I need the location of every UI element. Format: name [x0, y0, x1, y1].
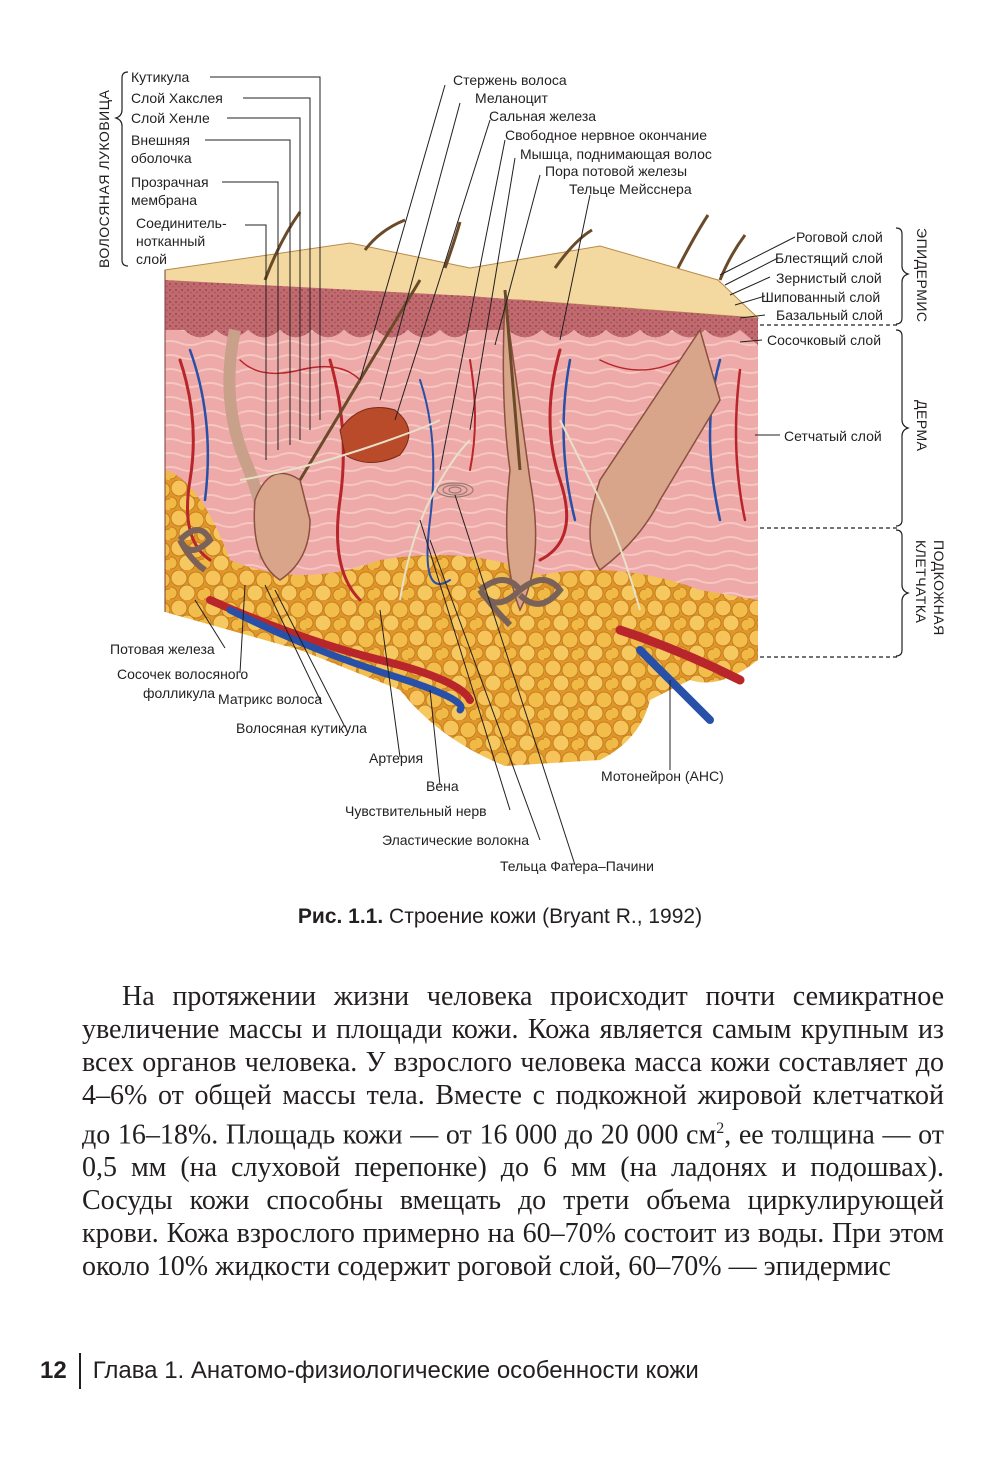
label-connective-1: Соединитель-	[136, 215, 227, 231]
superscript-2: 2	[716, 1120, 725, 1137]
body-text-part-2: , ее толщина — от 0,5 мм (на слуховой перепонке) до 6 мм (на ладонях и подошвах). Сосуды кожи способны вмещать до трети объема циркулирующей крови. Кожа взрослого примерно на 60–70% состоит из воды. При этом около 10% жидкости содержит роговой слой, 60–70% — эпидермис	[82, 1119, 945, 1283]
label-stratum-lucidum: Блестящий слой	[775, 250, 883, 266]
label-sensory-nerve: Чувствительный нерв	[345, 803, 487, 819]
label-outer-sheath-2: оболочка	[131, 150, 192, 166]
figure-caption	[0, 905, 1000, 929]
label-pacinian-corpuscles: Тельца Фатера–Пачини	[500, 858, 654, 874]
hair-bulb-label: ВОЛОСЯНАЯ ЛУКОВИЦА	[96, 89, 112, 268]
dermis-label: ДЕРМА	[914, 400, 930, 452]
label-hair-matrix: Матрикс волоса	[218, 691, 323, 707]
label-glassy-membrane-1: Прозрачная	[131, 174, 209, 190]
label-hair-cuticle: Волосяная кутикула	[236, 720, 367, 736]
label-vein: Вена	[426, 778, 459, 794]
body-paragraph	[82, 980, 944, 1283]
label-stratum-granulosum: Зернистый слой	[776, 270, 882, 286]
label-sweat-pore: Пора потовой железы	[545, 163, 688, 179]
label-motor-neuron: Мотонейрон (АНС)	[601, 768, 724, 784]
label-papillary-layer: Сосочковый слой	[767, 332, 882, 348]
body-text	[82, 980, 944, 1283]
label-dermal-papilla-2: фолликула	[143, 685, 216, 701]
label-glassy-membrane-2: мембрана	[131, 192, 197, 208]
label-stratum-corneum: Роговой слой	[796, 229, 883, 245]
label-connective-3: слой	[136, 251, 167, 267]
caption-text: Строение кожи (Bryant R., 1992)	[383, 905, 703, 928]
label-stratum-spinosum: Шипованный слой	[761, 289, 881, 305]
label-meissner-corpuscle: Тельце Мейсснера	[569, 181, 692, 197]
label-sweat-gland: Потовая железа	[110, 641, 215, 657]
label-henle-layer: Слой Хенле	[131, 110, 210, 126]
label-arrector-pili: Мышца, поднимающая волос	[520, 146, 712, 162]
label-artery: Артерия	[369, 750, 424, 766]
caption-number: Рис. 1.1.	[297, 905, 384, 928]
label-free-nerve-ending: Свободное нервное окончание	[505, 127, 707, 143]
epidermis-label: ЭПИДЕРМИС	[914, 228, 930, 323]
label-dermal-papilla-1: Сосочек волосяного	[117, 666, 249, 682]
label-elastic-fibers: Эластические волокна	[382, 832, 529, 848]
label-outer-sheath-1: Внешняя	[131, 132, 190, 148]
body-text-part-1: На протяжении жизни человека происходит почти семикратное увеличение массы и площади кожи. Кожа является самым крупным из всех органов человека. У взрослого человека масса кожи составляет до 4–6% от общей массы тела. Вместе с подкожной жировой клетчаткой до 16–18%. Площадь кожи — от 16 000 до 20 000 см	[82, 981, 944, 1151]
label-connective-2: нотканный	[136, 233, 206, 249]
subcutis-label: ПОДКОЖНАЯ КЛЕТЧАТКА	[913, 540, 947, 636]
label-reticular-layer: Сетчатый слой	[784, 428, 882, 444]
label-sebaceous-gland: Сальная железа	[489, 108, 597, 124]
chapter-title: Глава 1. Анатомо-физиологические особенности кожи	[92, 1357, 699, 1384]
label-huxley-layer: Слой Хакслея	[131, 90, 223, 106]
label-melanocyte: Меланоцит	[475, 90, 548, 106]
label-hair-shaft: Стержень волоса	[453, 72, 567, 88]
label-cuticle: Кутикула	[131, 69, 190, 85]
label-stratum-basale: Базальный слой	[776, 307, 883, 323]
footer-separator	[79, 1353, 81, 1389]
page-footer	[40, 1350, 699, 1392]
page-number: 12	[40, 1357, 67, 1384]
